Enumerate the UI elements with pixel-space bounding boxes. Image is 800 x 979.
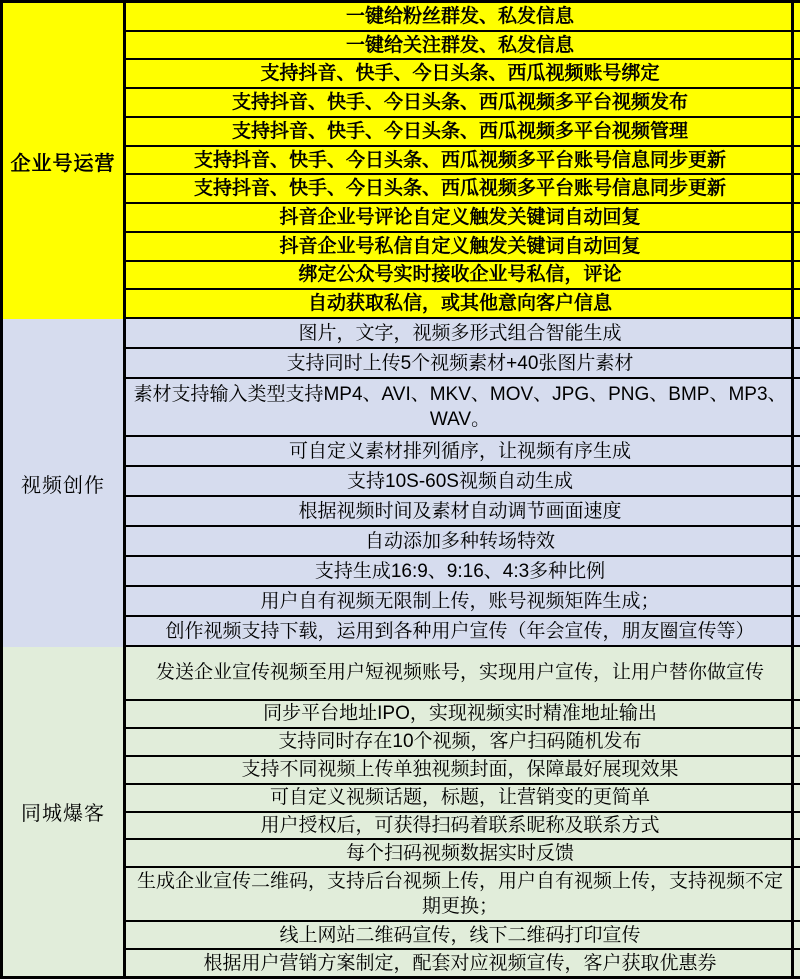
feature-row: 支持抖音、快手、今日头条、西瓜视频多平台账号信息同步更新 xyxy=(126,175,800,204)
feature-row: 可自定义视频话题，标题，让营销变的更简单 xyxy=(126,785,800,813)
feature-row: 抖音企业号私信自定义触发关键词自动回复 xyxy=(126,233,800,262)
feature-row: 生成企业宣传二维码，支持后台视频上传，用户自有视频上传，支持视频不定期更换； xyxy=(126,868,800,922)
table-right-border xyxy=(791,319,794,647)
section-video-creation xyxy=(0,319,800,647)
feature-row: 绑定公众号实时接收企业号私信，评论 xyxy=(126,262,800,291)
section-local-customers xyxy=(0,647,800,976)
feature-row: 每个扫码视频数据实时反馈 xyxy=(126,840,800,868)
feature-row: 支持抖音、快手、今日头条、西瓜视频账号绑定 xyxy=(126,60,800,89)
section-rows-local-customers xyxy=(126,647,800,976)
table-right-border xyxy=(791,3,794,319)
section-rows-enterprise-ops xyxy=(126,3,800,319)
feature-row: 一键给粉丝群发、私发信息 xyxy=(126,3,800,32)
feature-row: 图片，文字，视频多形式组合智能生成 xyxy=(126,319,800,349)
feature-row: 用户授权后，可获得扫码着联系昵称及联系方式 xyxy=(126,813,800,841)
feature-row: 根据视频时间及素材自动调节画面速度 xyxy=(126,497,800,527)
feature-row: 发送企业宣传视频至用户短视频账号，实现用户宣传，让用户替你做宣传 xyxy=(126,647,800,701)
section-label-enterprise-ops: 企业号运营 xyxy=(0,3,126,319)
feature-row: 素材支持输入类型支持MP4、AVI、MKV、MOV、JPG、PNG、BMP、MP3、WAV。 xyxy=(126,379,800,437)
feature-row: 根据用户营销方案制定，配套对应视频宣传，客户获取优惠券 xyxy=(203,952,717,974)
feature-row: 支持生成16:9、9:16、4:3多种比例 xyxy=(126,557,800,587)
feature-row: 支持同时上传5个视频素材+40张图片素材 xyxy=(126,349,800,379)
section-label-video-creation: 视频创作 xyxy=(0,319,126,647)
table-right-border xyxy=(791,647,794,976)
feature-row: 创作视频支持下载，运用到各种用户宣传（年会宣传，朋友圈宣传等） xyxy=(126,617,800,647)
feature-row: 线上网站二维码宣传，线下二维码打印宣传 xyxy=(126,922,800,950)
section-label-local-customers: 同城爆客 xyxy=(0,647,126,976)
section-rows-video-creation xyxy=(126,319,800,647)
feature-row: 支持10S-60S视频自动生成 xyxy=(126,467,800,497)
feature-row: 自动添加多种转场特效 xyxy=(126,527,800,557)
feature-row: 一键给关注群发、私发信息 xyxy=(126,32,800,61)
feature-row: 支持抖音、快手、今日头条、西瓜视频多平台视频管理 xyxy=(126,118,800,147)
feature-row: 支持不同视频上传单独视频封面，保障最好展现效果 xyxy=(126,757,800,785)
feature-row: 可自定义素材排列循序，让视频有序生成 xyxy=(126,437,800,467)
feature-row: 支持同时存在10个视频，客户扫码随机发布 xyxy=(126,729,800,757)
feature-row: 支持抖音、快手、今日头条、西瓜视频多平台账号信息同步更新 xyxy=(126,147,800,176)
feature-row: 抖音企业号评论自定义触发关键词自动回复 xyxy=(126,204,800,233)
section-enterprise-ops xyxy=(0,3,800,319)
feature-row: 同步平台地址IPO，实现视频实时精准地址输出 xyxy=(126,701,800,729)
feature-row: 支持抖音、快手、今日头条、西瓜视频多平台视频发布 xyxy=(126,89,800,118)
feature-row: 用户自有视频无限制上传，账号视频矩阵生成； xyxy=(126,587,800,617)
feature-row: 自动获取私信，或其他意向客户信息 xyxy=(126,290,800,319)
